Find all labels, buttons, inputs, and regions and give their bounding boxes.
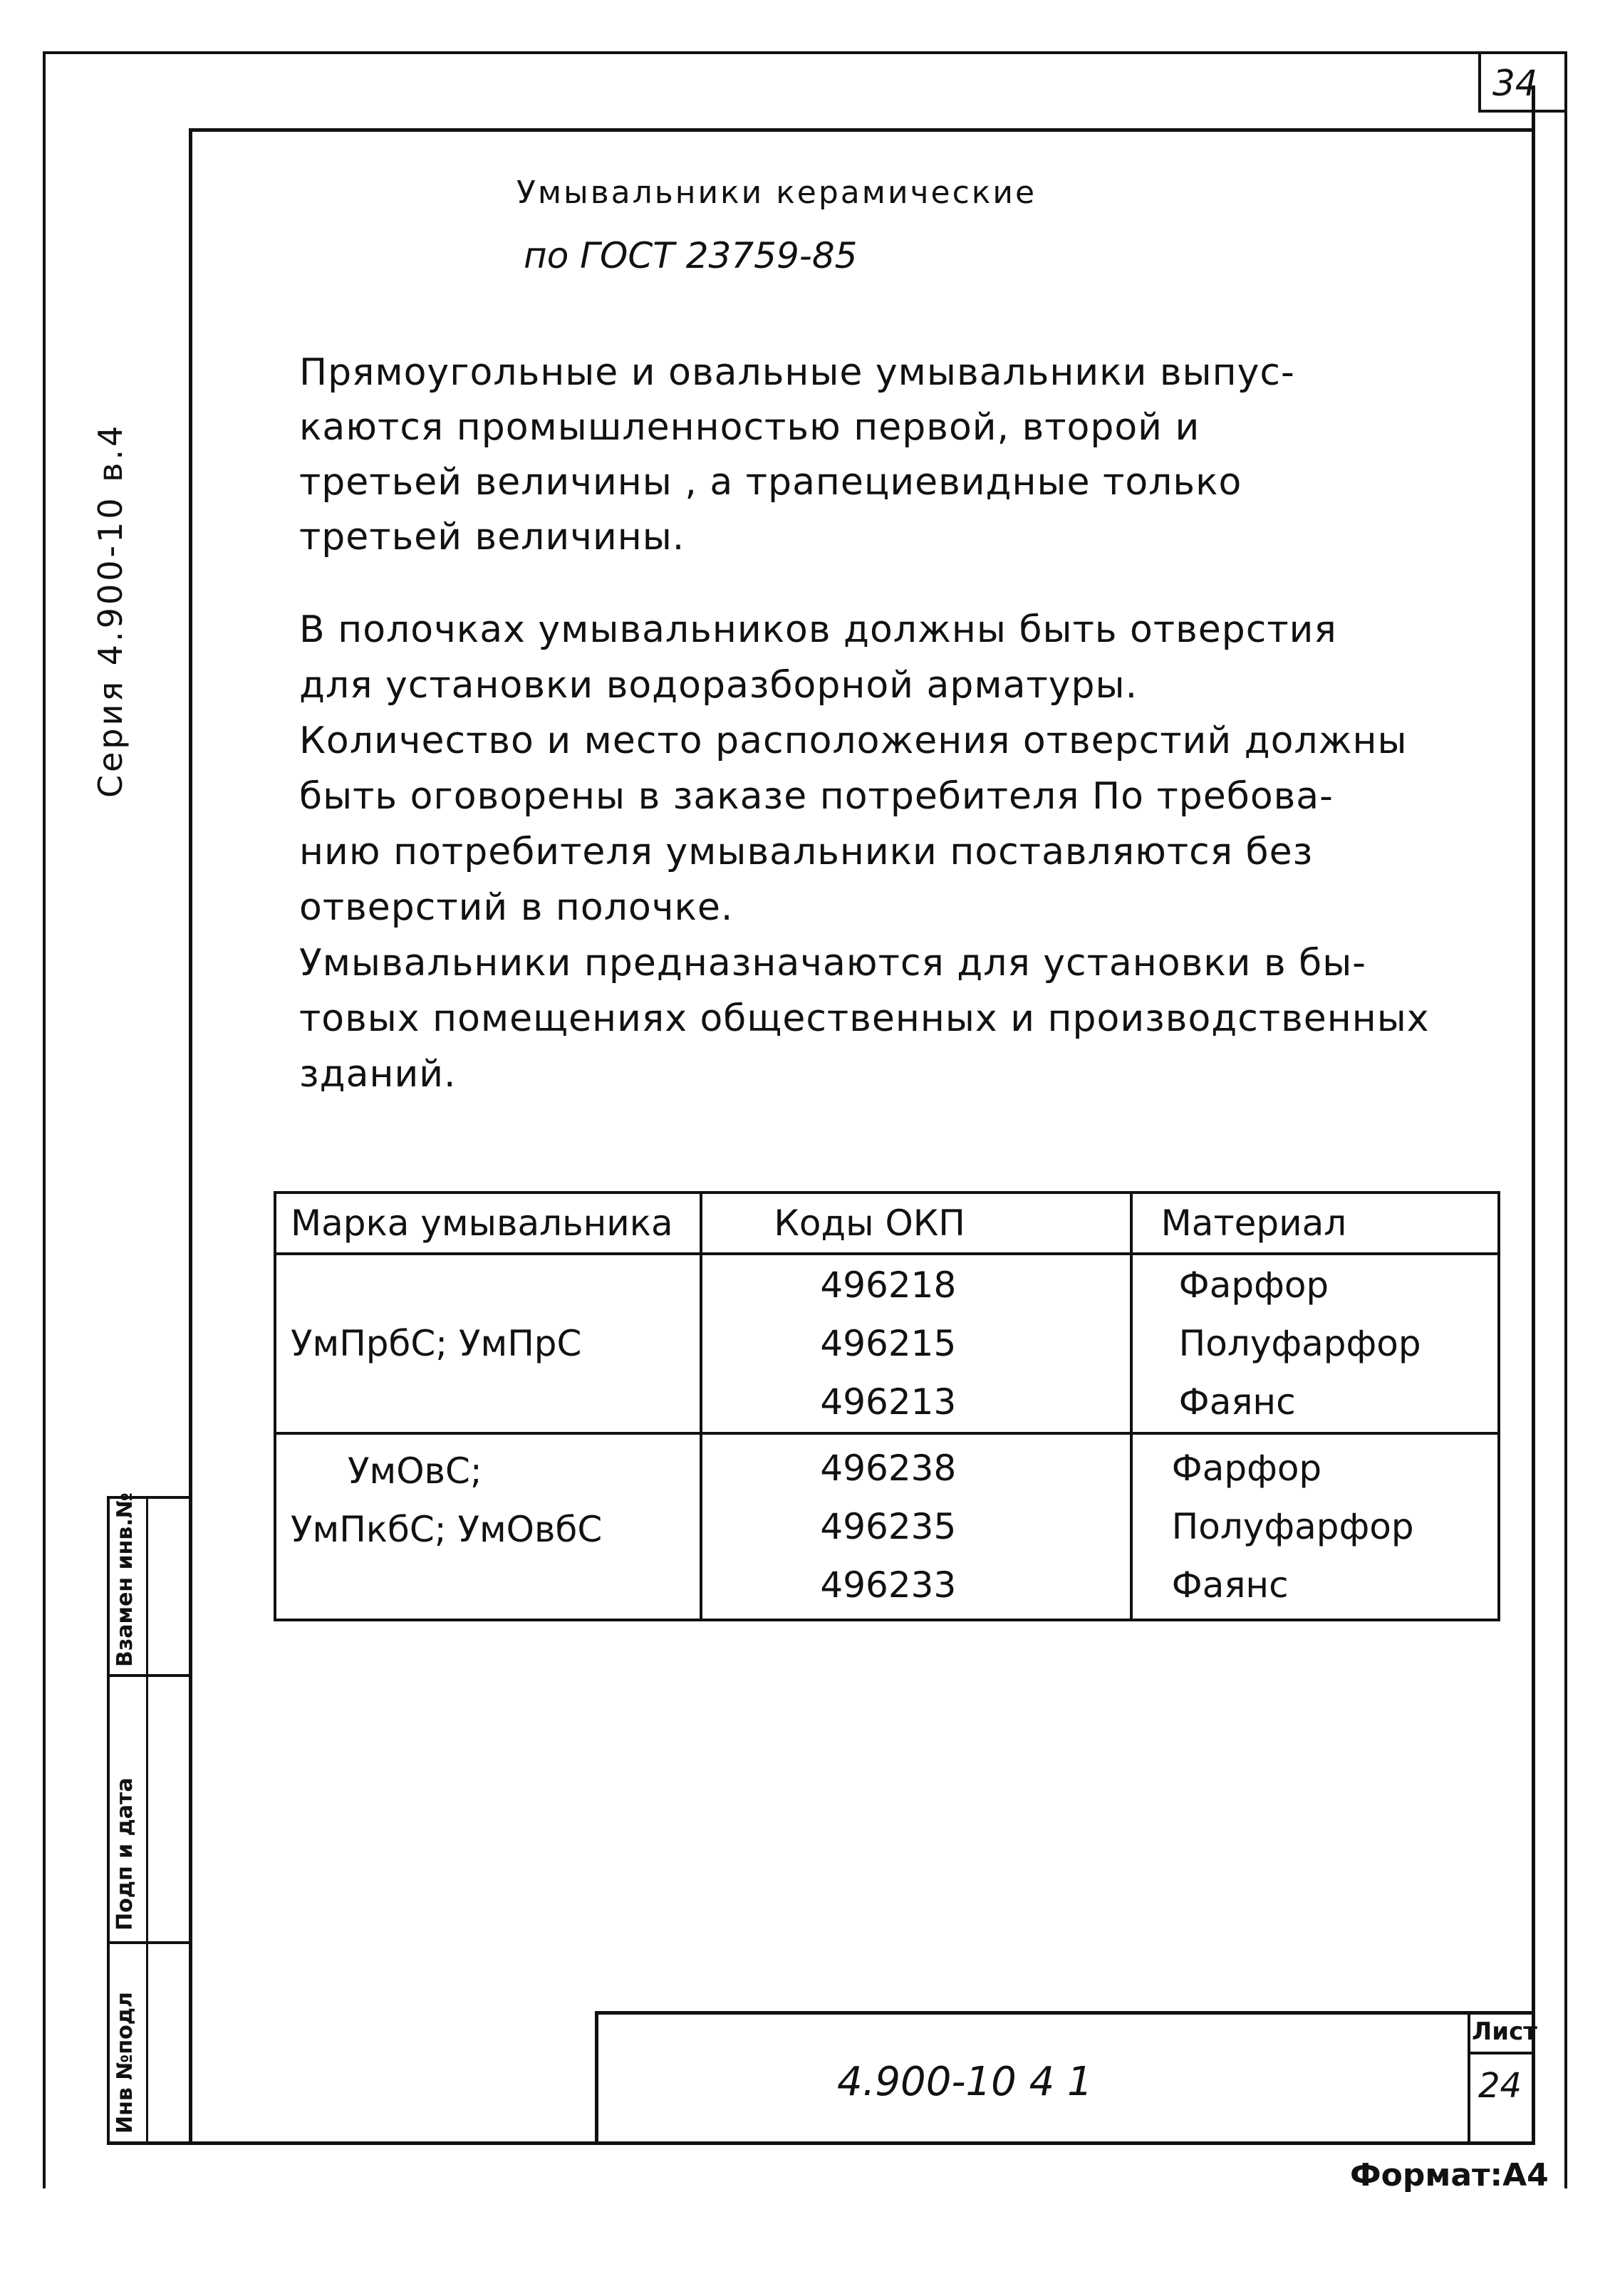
material: Фаянс [1171, 1564, 1289, 1606]
paragraph-2-line: быть оговорены в заказе потребителя По требова- [299, 775, 1334, 818]
mark: УмОвС; [348, 1450, 482, 1492]
mark: УмПкбС; УмОвбС [291, 1509, 603, 1550]
paragraph-2 [299, 602, 1430, 1102]
stamp-podp: Подп и дата [113, 1777, 137, 1931]
stamp-divider-3 [107, 1941, 191, 1944]
paragraph-1-line: Прямоугольные и овальные умывальники выпус- [299, 351, 1295, 394]
paragraph-2-line: Количество и место расположения отверстий должны [299, 720, 1408, 762]
paragraph-2-line: зданий. [299, 1053, 457, 1096]
row-2-materials [1131, 1433, 1499, 1620]
code: 496213 [820, 1381, 957, 1423]
header-material: Материал [1131, 1193, 1499, 1254]
paragraph-1-line: третьей величины , а трапециевидные только [299, 461, 1242, 504]
paragraph-2-line: В полочках умывальников должны быть отверстия [299, 608, 1337, 651]
table-header-row [275, 1193, 1499, 1254]
page-number: 34 [1492, 63, 1538, 104]
code: 496215 [820, 1323, 957, 1364]
code: 496235 [820, 1506, 957, 1547]
side-series-label: Серия 4.900-10 в.4 [91, 422, 130, 798]
stamp-inner-line [146, 1496, 148, 2144]
paragraph-2-line: Умывальники предназначаются для установки в бы- [299, 942, 1367, 985]
code: 496218 [820, 1264, 957, 1306]
footer-sheet-divider [1468, 2011, 1470, 2144]
row-1-codes [701, 1254, 1131, 1433]
paragraph-1-line: третьей величины. [299, 516, 685, 559]
outer-border-left [43, 51, 46, 2188]
inner-border-bottom [107, 2141, 1535, 2145]
page-number-box-left [1478, 54, 1481, 111]
stamp-vzamen: Взамен инв.№ [113, 1492, 137, 1667]
document-standard: по ГОСТ 23759-85 [524, 235, 858, 276]
footer-block-left [595, 2011, 598, 2144]
material: Фарфор [1178, 1264, 1329, 1306]
inner-border-right [1532, 85, 1535, 2144]
table-row [275, 1433, 1499, 1620]
material: Полуфарфор [1171, 1506, 1414, 1547]
footer-block-top [595, 2011, 1535, 2015]
material: Фаянс [1178, 1381, 1296, 1423]
code: 496233 [820, 1564, 957, 1606]
outer-border-right [1564, 51, 1567, 2188]
row-2-mark [275, 1433, 701, 1620]
footer-sheet-hline [1468, 2052, 1535, 2055]
document-code: 4.900-10 4 1 [837, 2059, 1093, 2105]
paragraph-2-line: нию потребителя умывальники поставляются без [299, 831, 1314, 873]
row-2-codes [701, 1433, 1131, 1620]
inner-border-top [189, 128, 1534, 132]
paragraph-1-line: каются промышленностью первой, второй и [299, 406, 1200, 449]
mark: УмПрбС; УмПрС [291, 1323, 582, 1364]
outer-border-top [43, 51, 1567, 54]
table-row [275, 1254, 1499, 1433]
sheet-number: 24 [1478, 2066, 1522, 2106]
material: Полуфарфор [1178, 1323, 1421, 1364]
stamp-left-edge [107, 1496, 110, 2144]
washbasin-table [274, 1191, 1500, 1621]
header-mark: Марка умывальника [275, 1193, 701, 1254]
paragraph-1 [299, 346, 1295, 565]
page-number-box-bottom [1478, 110, 1567, 113]
page-format: Формат:А4 [1350, 2157, 1549, 2193]
row-1-materials [1131, 1254, 1499, 1433]
material: Фарфор [1171, 1448, 1322, 1489]
sheet-label: Лист [1472, 2017, 1537, 2046]
document-title: Умывальники керамические [516, 175, 1037, 211]
stamp-inv: Инв №подл [113, 1992, 137, 2134]
paragraph-2-line: товых помещениях общественных и производственных [299, 997, 1430, 1040]
code: 496238 [820, 1448, 957, 1489]
paragraph-2-line: отверстий в полочке. [299, 886, 734, 929]
header-codes: Коды ОКП [701, 1193, 1131, 1254]
inner-border-left [189, 128, 192, 2144]
paragraph-2-line: для установки водоразборной арматуры. [299, 664, 1138, 707]
stamp-divider-2 [107, 1674, 191, 1677]
row-1-mark [275, 1254, 701, 1433]
